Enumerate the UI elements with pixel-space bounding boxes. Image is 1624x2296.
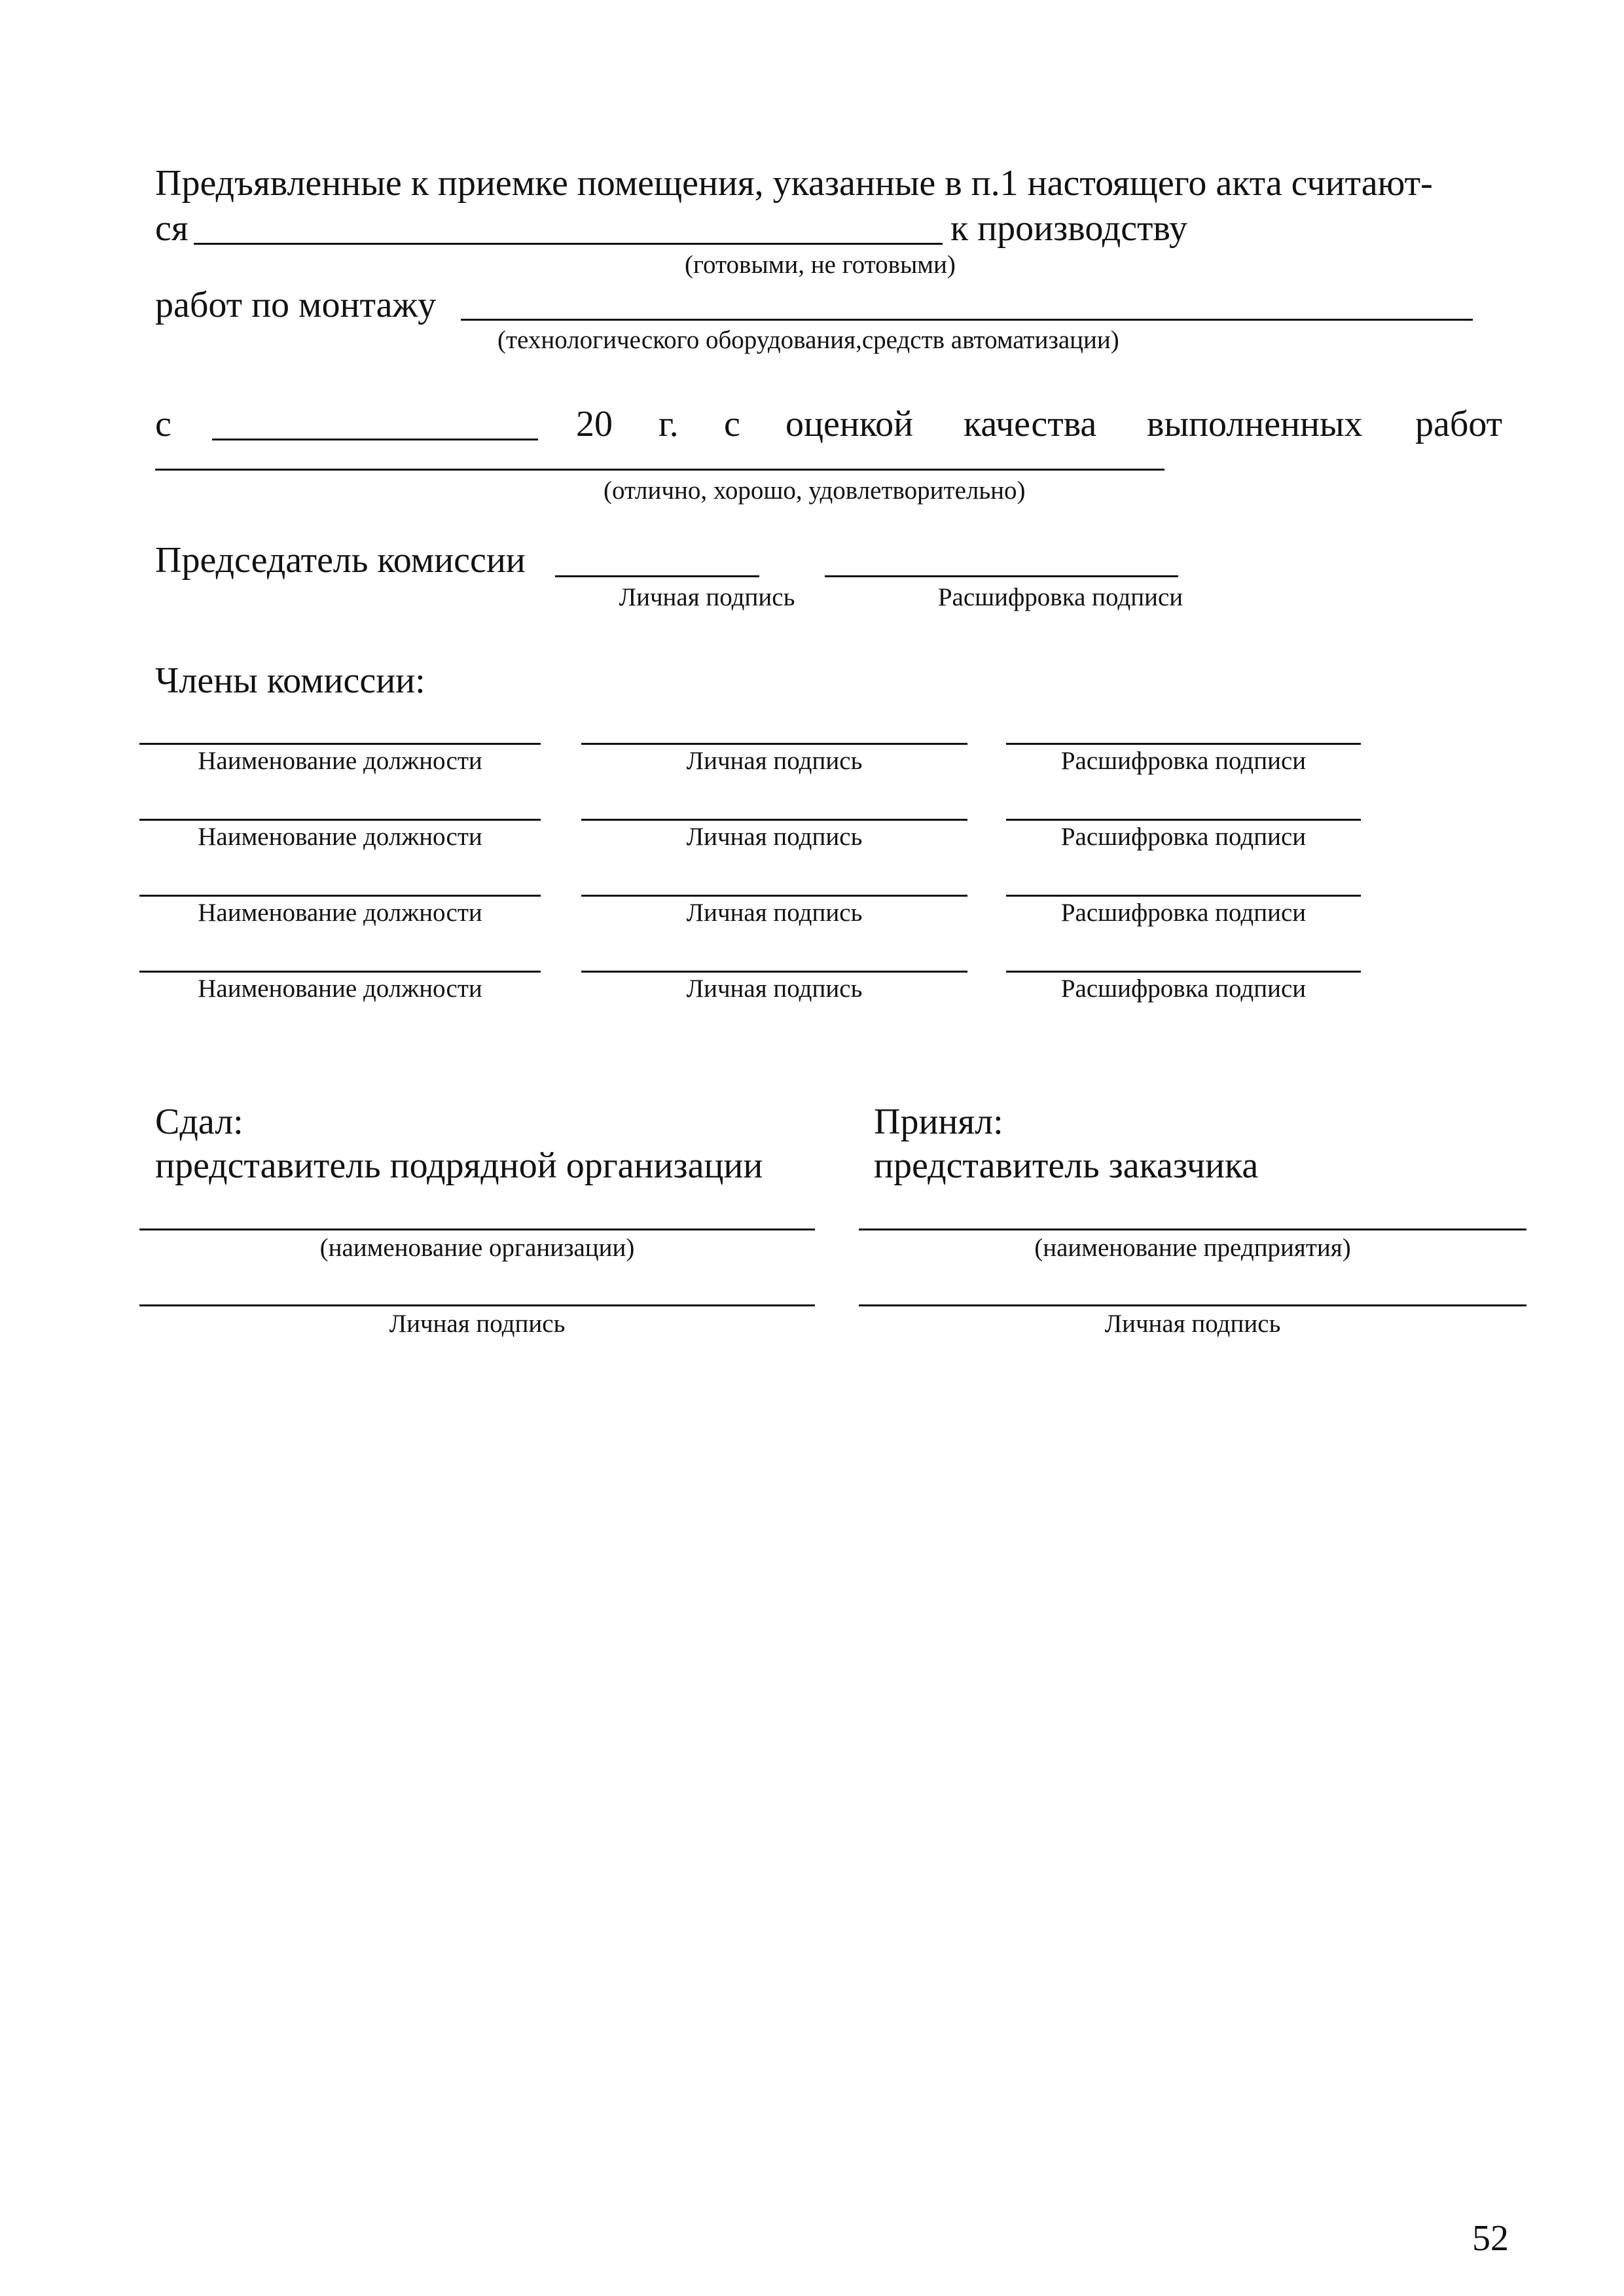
- equipment-blank-line: [461, 319, 1473, 321]
- member-decode-line: [1006, 819, 1361, 821]
- chairman-sign-line: [555, 575, 759, 577]
- handover-left-sign-line: [139, 1304, 815, 1306]
- year-suffix: г.: [659, 404, 679, 444]
- handover-left-title: Сдал:: [155, 1102, 244, 1142]
- member-decode-line: [1006, 743, 1361, 745]
- member-position-caption: Наименование должности: [198, 899, 482, 927]
- caption-equipment: (технологического оборудования,средств автоматизации): [497, 326, 1119, 354]
- chairman-decode-caption: Расшифровка подписи: [937, 583, 1183, 611]
- quality-word-1: с: [724, 404, 740, 444]
- member-sign-caption: Личная подпись: [686, 823, 863, 851]
- members-label: Члены комиссии:: [155, 660, 425, 701]
- member-sign-line: [581, 895, 967, 897]
- member-decode-caption: Расшифровка подписи: [1060, 899, 1307, 927]
- handover-left-sign-caption: Личная подпись: [389, 1310, 566, 1338]
- page-number: 52: [1472, 2218, 1509, 2259]
- ready-blank-line: [194, 243, 943, 245]
- member-decode-caption: Расшифровка подписи: [1060, 747, 1307, 775]
- quality-word-5: работ: [1415, 404, 1503, 444]
- handover-right-sign-line: [859, 1304, 1526, 1306]
- member-decode-line: [1006, 895, 1361, 897]
- handover-right-org-line: [859, 1229, 1526, 1230]
- chairman-sign-caption: Личная подпись: [619, 583, 795, 611]
- member-position-caption: Наименование должности: [198, 823, 482, 851]
- member-sign-line: [581, 971, 967, 973]
- member-sign-caption: Личная подпись: [686, 899, 863, 927]
- member-position-line: [139, 819, 541, 821]
- handover-right-title: Принял:: [874, 1102, 1003, 1142]
- work-label: работ по монтажу: [155, 285, 437, 325]
- member-position-line: [139, 895, 541, 897]
- quality-word-4: выполненных: [1147, 404, 1363, 444]
- chairman-decode-line: [825, 575, 1178, 577]
- member-decode-caption: Расшифровка подписи: [1060, 975, 1307, 1003]
- caption-quality: (отлично, хорошо, удовлетворительно): [604, 476, 1026, 505]
- quality-word-2: оценкой: [785, 404, 914, 444]
- caption-ready: (готовыми, не готовыми): [685, 251, 956, 279]
- member-sign-line: [581, 819, 967, 821]
- quality-word-3: качества: [964, 404, 1097, 444]
- member-decode-line: [1006, 971, 1361, 973]
- intro-line-1: Предъявленные к приемке помещения, указанные в п.1 настоящего акта считают-: [155, 163, 1433, 204]
- intro-line-2-suffix: к производству: [950, 208, 1188, 249]
- date-blank-line: [212, 439, 538, 440]
- member-position-caption: Наименование должности: [198, 747, 482, 775]
- year-prefix: 20: [576, 404, 613, 444]
- member-position-line: [139, 971, 541, 973]
- member-position-line: [139, 743, 541, 745]
- chairman-label: Председатель комиссии: [155, 540, 526, 581]
- handover-left-org-line: [139, 1229, 815, 1230]
- member-sign-caption: Личная подпись: [686, 975, 863, 1003]
- handover-left-subtitle: представитель подрядной организации: [155, 1145, 763, 1186]
- quality-blank-line: [155, 469, 1164, 471]
- date-from: с: [155, 404, 171, 444]
- member-decode-caption: Расшифровка подписи: [1060, 823, 1307, 851]
- handover-left-org-caption: (наименование организации): [319, 1234, 635, 1262]
- handover-right-subtitle: представитель заказчика: [874, 1145, 1259, 1186]
- handover-right-org-caption: (наименование предприятия): [1034, 1234, 1351, 1262]
- member-sign-caption: Личная подпись: [686, 747, 863, 775]
- member-position-caption: Наименование должности: [198, 975, 482, 1003]
- member-sign-line: [581, 743, 967, 745]
- intro-line-2-prefix: ся: [155, 208, 189, 249]
- handover-right-sign-caption: Личная подпись: [1104, 1310, 1281, 1338]
